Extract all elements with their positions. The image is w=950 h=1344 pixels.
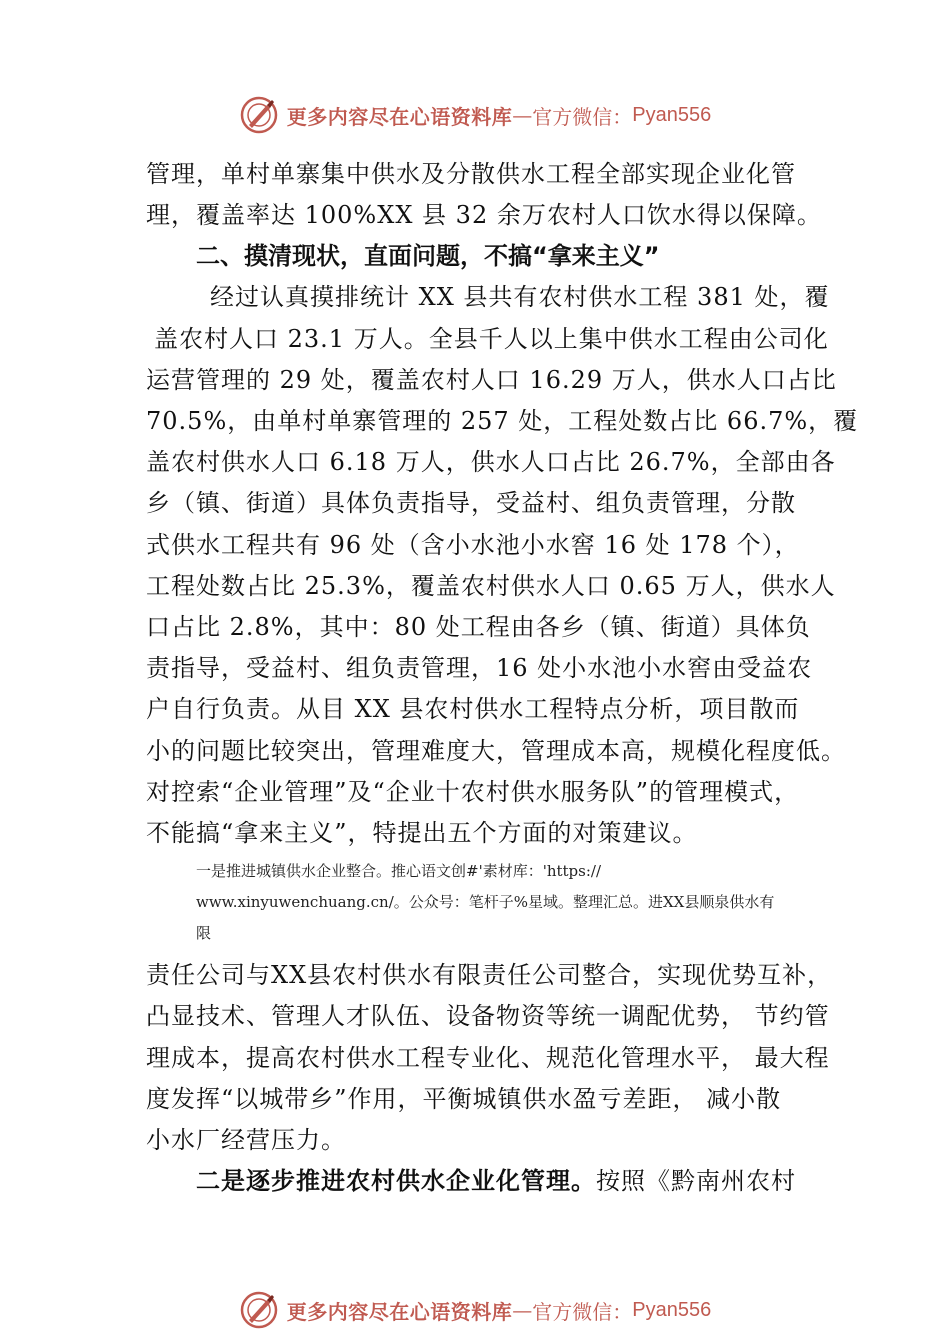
- text-line: 责任公司与XX县农村供水有限责任公司整合，实现优势互补，: [146, 961, 833, 990]
- pen-logo-icon: [239, 1290, 279, 1330]
- text-line: 盖农村人口 23.1 万人。全县千人以上集中供水工程由公司化: [154, 324, 829, 353]
- banner-wechat-id: Pyan556: [632, 1298, 712, 1321]
- banner-wechat-id: Pyan556: [632, 103, 712, 126]
- text-line: 责指导，受益村、组负责管理，16 处小水池小水窖由受益农: [146, 654, 813, 683]
- text-line: 乡（镇、街道）具体负责指导，受益村、组负责管理，分散: [146, 489, 796, 518]
- paragraph-3: [146, 955, 833, 1161]
- text-line: 对控索“企业管理”及“企业十农村供水服务队”的管理模式，: [146, 777, 800, 806]
- text-line: 度发挥“以城带乡”作用，平衡城镇供水盈亏差距， 减小散: [146, 1084, 782, 1113]
- text-line: 70.5%，由单村单寨管理的 257 处，工程处数占比 66.7%，覆: [146, 407, 859, 436]
- banner-separator: —: [512, 103, 533, 127]
- bold-lead: 二是逐步推进农村供水企业化管理。: [196, 1167, 596, 1196]
- text-line: 式供水工程共有 96 处（含小水池小水窖 16 处 178 个），: [146, 530, 800, 559]
- text-line: 经过认真摸排统计 XX 县共有农村供水工程 381 处，覆: [210, 283, 830, 312]
- banner-subtitle: 官方微信：: [532, 1299, 633, 1324]
- document-body: [146, 154, 859, 1202]
- text-line: 不能搞“拿来主义”，特提出五个方面的对策建议。: [146, 819, 698, 848]
- banner-title: 更多内容尽在心语资料库: [286, 1299, 513, 1324]
- text-line: 理，覆盖率达 100%XX 县 32 余万农村人口饮水得以保障。: [146, 201, 822, 230]
- text-line: 小水厂经营压力。: [146, 1126, 346, 1155]
- paragraph-2: [146, 277, 859, 854]
- banner-title: 更多内容尽在心语资料库: [286, 104, 513, 129]
- banner-subtitle: 官方微信：: [532, 104, 633, 129]
- text-line: 盖农村供水人口 6.18 万人，供水人口占比 26.7%，全部由各: [146, 448, 836, 477]
- text-line: 小的问题比较突出，管理难度大，管理成本高，规模化程度低。: [146, 736, 846, 765]
- text-line: 户自行负责。从目 XX 县农村供水工程特点分析，项目散而: [146, 695, 800, 724]
- banner-separator: —: [512, 1298, 533, 1322]
- text-line: 运营管理的 29 处，覆盖农村人口 16.29 万人，供水人口占比: [146, 365, 837, 394]
- note-line: www.xinyuwenchuang.cn/。公众号：笔杆子%星域。整理汇总。进XX县顺泉供水有: [196, 893, 775, 912]
- header-banner: [0, 93, 950, 137]
- text-line: 管理，单村单寨集中供水及分散供水工程全部实现企业化管: [146, 160, 796, 188]
- section-heading: 二、摸清现状，直面问题，不搞“拿来主义”: [196, 242, 660, 271]
- pen-logo-icon: [239, 95, 279, 135]
- text-line: 工程处数占比 25.3%，覆盖农村供水人口 0.65 万人，供水人: [146, 571, 836, 600]
- footer-banner: [0, 1288, 950, 1332]
- paragraph-4: [146, 1161, 822, 1202]
- text-line: 理成本，提高农村供水工程专业化、规范化管理水平， 最大程: [146, 1043, 830, 1072]
- note-line: 一是推进城镇供水企业整合。推心语文创#'素材库：'https://: [196, 862, 601, 881]
- paragraph-text: 按照《黔南州农村: [596, 1167, 796, 1196]
- paragraph-1: [146, 154, 822, 236]
- text-line: 口占比 2.8%，其中：80 处工程由各乡（镇、街道）具体负: [146, 613, 811, 642]
- inline-note: [196, 856, 822, 949]
- note-line: 限: [196, 924, 212, 943]
- text-line: 凸显技术、管理人才队伍、设备物资等统一调配优势， 节约管: [146, 1002, 830, 1031]
